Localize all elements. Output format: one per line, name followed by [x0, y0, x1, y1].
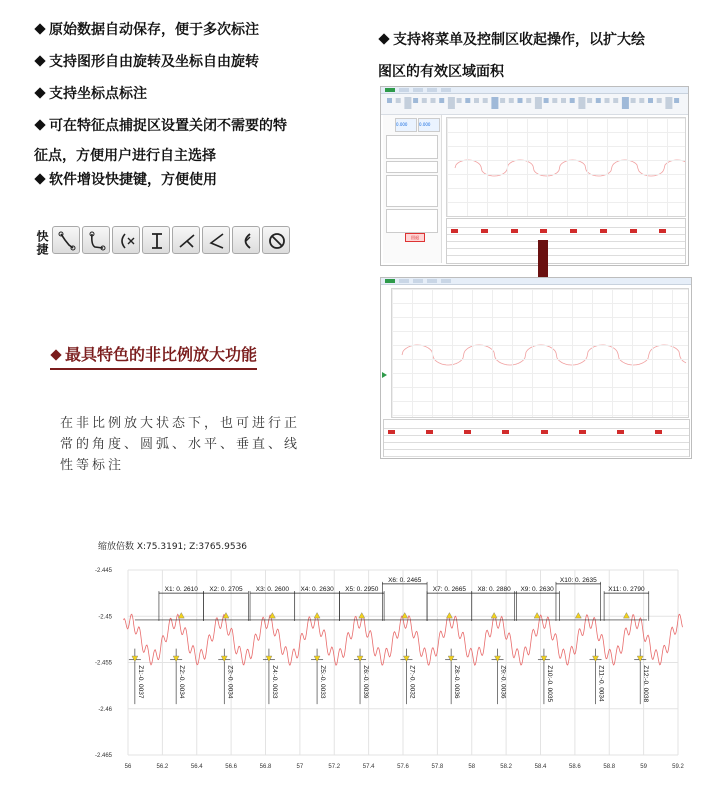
- ribbon-tool-icon[interactable]: [448, 97, 455, 109]
- table-red-cell: [511, 229, 518, 233]
- feature-item-5: 软件增设快捷键，方便使用: [34, 170, 217, 190]
- z-dim-label: Z1:-0. 0037: [136, 665, 144, 699]
- ribbon-tool-icon[interactable]: [535, 97, 542, 109]
- x-tick-label: 59: [640, 764, 647, 770]
- capture-marker: [314, 613, 320, 619]
- table-red-cell: [617, 430, 624, 434]
- software-screenshot-collapsed: [380, 277, 692, 459]
- capture-marker: [448, 656, 454, 662]
- ribbon-tool-icon[interactable]: [674, 98, 679, 103]
- capture-marker: [491, 613, 497, 619]
- table-row-line: [384, 456, 689, 457]
- coord-x-value: 0.000: [396, 122, 408, 127]
- capture-marker: [637, 656, 643, 662]
- capture-marker: [575, 613, 581, 619]
- arc-dim-icon: [233, 227, 261, 255]
- ribbon-tool-icon[interactable]: [639, 98, 644, 103]
- ribbon-tool-icon[interactable]: [474, 98, 479, 103]
- highlight-description: 在非比例放大状态下，也可进行正常的角度、圆弧、水平、垂直、线性等标注: [60, 416, 301, 473]
- table-red-cell: [426, 430, 433, 434]
- top-plot: [446, 117, 686, 217]
- triangle-dim-icon: [203, 227, 231, 255]
- ribbon-tool-icon[interactable]: [596, 98, 601, 103]
- ribbon-tool-icon[interactable]: [544, 98, 549, 103]
- coord-z-value: 0.000: [419, 122, 431, 127]
- bottom-plot: [391, 288, 689, 418]
- toolbar-collapsed: [381, 278, 691, 285]
- table-row-line: [384, 449, 689, 450]
- x-tick-label: 56.8: [259, 764, 272, 770]
- angle2-tool-button[interactable]: [82, 226, 110, 254]
- feature-item-4: 可在特征点捕捉区设置关闭不需要的特: [34, 116, 287, 136]
- undo-button[interactable]: 回退: [405, 233, 425, 242]
- z-dim-label: Z9:-0. 0036: [499, 665, 507, 699]
- angle2-tool-icon: [83, 227, 111, 255]
- ribbon-tool-icon[interactable]: [509, 98, 514, 103]
- ribbon-tool-icon[interactable]: [570, 98, 575, 103]
- capture-marker: [403, 656, 409, 662]
- z-dim-label: Z6:-0. 0039: [362, 665, 370, 699]
- y-tick-label: -2.465: [94, 753, 112, 759]
- z-dim-label: Z8:-0. 0036: [453, 665, 461, 699]
- capture-marker: [534, 613, 540, 619]
- z-dim-label: Z10:-0. 0035: [545, 665, 553, 703]
- table-row-line: [384, 442, 689, 443]
- highlight-title: 最具特色的非比例放大功能: [50, 342, 257, 370]
- table-red-cell: [659, 229, 666, 233]
- bullet-diamond-icon: [50, 349, 61, 360]
- feature-right-1: 支持将菜单及控制区收起操作，以扩大绘: [378, 30, 645, 50]
- vertical-dim-icon: [143, 227, 171, 255]
- ribbon-tool-icon[interactable]: [648, 98, 653, 103]
- x-tick-label: 56.6: [225, 764, 237, 770]
- arc-tool-button[interactable]: [112, 226, 140, 254]
- ribbon-tool-icon[interactable]: [605, 98, 610, 103]
- ribbon-tool-icon[interactable]: [552, 98, 557, 103]
- y-tick-label: -2.46: [98, 706, 112, 713]
- bullet-diamond-icon: [34, 55, 45, 66]
- y-tick-label: -2.445: [94, 568, 112, 574]
- arc-tool-icon: [113, 227, 141, 255]
- table-red-cell: [481, 229, 488, 233]
- z-dim-label: Z11:-0. 0034: [597, 665, 605, 702]
- capture-marker: [495, 656, 501, 662]
- capture-marker: [221, 656, 227, 662]
- cancel-button[interactable]: [262, 226, 290, 254]
- capture-marker: [132, 656, 138, 662]
- x-dim-label: X6: 0. 2465: [388, 576, 422, 584]
- table-red-cell: [630, 229, 637, 233]
- x-dim-label: X3: 0. 2600: [255, 586, 289, 594]
- control-panel: [383, 115, 442, 263]
- bullet-diamond-icon: [378, 33, 389, 44]
- capture-marker: [359, 613, 365, 619]
- ribbon-icons: [381, 94, 688, 114]
- ribbon-tool-icon[interactable]: [465, 98, 470, 103]
- ribbon-tool-icon[interactable]: [483, 98, 488, 103]
- y-tick-label: -2.45: [98, 614, 112, 621]
- capture-marker: [593, 656, 599, 662]
- x-tick-label: 56.4: [190, 764, 203, 770]
- feature-right-2: 图区的有效区域面积: [378, 64, 504, 80]
- cancel-icon: [263, 227, 291, 255]
- x-tick-label: 59.2: [672, 764, 684, 770]
- table-row-line: [384, 428, 689, 429]
- table-red-cell: [464, 430, 471, 434]
- x-dim-label: X9: 0. 2630: [520, 586, 554, 594]
- ribbon-tool-icon[interactable]: [500, 98, 505, 103]
- feature-item-3: 支持坐标点标注: [34, 84, 147, 104]
- ribbon-tool-icon[interactable]: [439, 98, 444, 103]
- main-chart: [88, 560, 688, 775]
- table-row-line: [447, 227, 685, 228]
- feature-item-2: 支持图形自由旋转及坐标自由旋转: [34, 52, 259, 72]
- bullet-diamond-icon: [34, 23, 45, 34]
- table-red-cell: [579, 430, 586, 434]
- bullet-diamond-icon: [34, 173, 45, 184]
- table-red-cell: [655, 430, 662, 434]
- capture-marker: [173, 656, 179, 662]
- ribbon-tool-icon[interactable]: [587, 98, 592, 103]
- chart-title: 缩放倍数 X:75.3191; Z:3765.9536: [98, 542, 248, 552]
- x-tick-label: 57.2: [328, 764, 341, 770]
- line-dim-button[interactable]: [172, 226, 200, 254]
- toolbar: [381, 87, 688, 94]
- x-tick-label: 57.8: [431, 764, 444, 770]
- vertical-dim-button[interactable]: [142, 226, 170, 254]
- x-dim-label: X1: 0. 2610: [164, 586, 198, 594]
- x-tick-label: 57.4: [362, 764, 375, 770]
- bullet-diamond-icon: [34, 87, 45, 98]
- x-dim-label: X2: 0. 2705: [209, 586, 243, 594]
- quickbar-label: 快捷: [35, 230, 49, 256]
- result-table-collapsed: [383, 419, 690, 457]
- triangle-dim-button[interactable]: [202, 226, 230, 254]
- z-dim-label: Z4:-0. 0033: [270, 665, 278, 699]
- ribbon-tool-icon[interactable]: [431, 98, 436, 103]
- table-red-cell: [388, 430, 395, 434]
- z-dim-label: Z7:-0. 0032: [408, 665, 416, 699]
- z-dim-label: Z3:-0. 0034: [226, 665, 234, 699]
- capture-marker: [623, 613, 629, 619]
- capture-marker: [314, 656, 320, 662]
- x-dim-label: X10: 0. 2635: [559, 576, 597, 584]
- ribbon-tool-icon[interactable]: [457, 98, 462, 103]
- z-dim-label: Z12:-0. 0038: [642, 665, 650, 703]
- x-tick-label: 58: [468, 764, 476, 770]
- ribbon-tool-icon[interactable]: [396, 98, 401, 103]
- ribbon: [381, 94, 688, 115]
- ribbon-tool-icon[interactable]: [631, 98, 636, 103]
- ribbon-tool-icon[interactable]: [561, 98, 566, 103]
- arc-dim-button[interactable]: [232, 226, 260, 254]
- table-row-line: [447, 241, 685, 242]
- capture-marker: [357, 656, 363, 662]
- bullet-diamond-icon: [34, 119, 45, 130]
- ribbon-tool-icon[interactable]: [622, 97, 629, 109]
- capture-marker: [446, 613, 452, 619]
- x-tick-label: 56.2: [156, 764, 169, 770]
- x-tick-label: 56: [124, 764, 132, 770]
- table-row-line: [447, 248, 685, 249]
- z-dim-label: Z5:-0. 0033: [319, 665, 327, 699]
- ribbon-tool-icon[interactable]: [526, 98, 531, 103]
- capture-marker: [541, 656, 547, 662]
- result-table: [446, 218, 686, 264]
- angle-tool-button[interactable]: [52, 226, 80, 254]
- x-dim-label: X5: 0. 2950: [345, 586, 379, 594]
- expand-panel-icon[interactable]: [382, 372, 387, 378]
- ribbon-tool-icon[interactable]: [404, 97, 411, 109]
- y-tick-label: -2.455: [94, 660, 112, 667]
- table-red-cell: [502, 430, 509, 434]
- table-red-cell: [570, 229, 577, 233]
- feature-item-4-cont: 征点，方便用户进行自主选择: [34, 148, 216, 164]
- x-tick-label: 58.6: [569, 764, 581, 770]
- capture-marker: [178, 613, 184, 619]
- x-tick-label: 58.4: [534, 764, 547, 770]
- x-tick-label: 57.6: [397, 764, 409, 770]
- table-red-cell: [600, 229, 607, 233]
- ribbon-tool-icon[interactable]: [665, 97, 672, 109]
- table-red-cell: [541, 430, 548, 434]
- table-red-cell: [540, 229, 547, 233]
- ribbon-tool-icon[interactable]: [387, 98, 392, 103]
- x-tick-label: 58.2: [500, 764, 512, 770]
- z-dim-label: Z2:-0. 0034: [178, 665, 186, 699]
- ribbon-tool-icon[interactable]: [518, 98, 523, 103]
- angle-tool-icon: [53, 227, 81, 255]
- ribbon-tool-icon[interactable]: [422, 98, 427, 103]
- capture-marker: [266, 656, 272, 662]
- table-row-line: [447, 234, 685, 235]
- ribbon-tool-icon[interactable]: [657, 98, 662, 103]
- x-dim-label: X4: 0. 2630: [300, 586, 334, 594]
- ribbon-tool-icon[interactable]: [613, 98, 618, 103]
- table-red-cell: [451, 229, 458, 233]
- table-row-line: [384, 435, 689, 436]
- x-dim-label: X8: 0. 2880: [477, 586, 511, 594]
- x-tick-label: 57: [296, 764, 304, 770]
- x-dim-label: X11: 0. 2790: [608, 586, 645, 594]
- line-dim-icon: [173, 227, 201, 255]
- ribbon-tool-icon[interactable]: [491, 97, 498, 109]
- table-row-line: [447, 255, 685, 256]
- x-dim-label: X7: 0. 2665: [432, 586, 467, 594]
- ribbon-tool-icon[interactable]: [578, 97, 585, 109]
- ribbon-tool-icon[interactable]: [413, 98, 418, 103]
- feature-item-1: 原始数据自动保存，便于多次标注: [34, 20, 259, 40]
- x-tick-label: 58.8: [603, 764, 616, 770]
- software-screenshot-full: [380, 86, 689, 266]
